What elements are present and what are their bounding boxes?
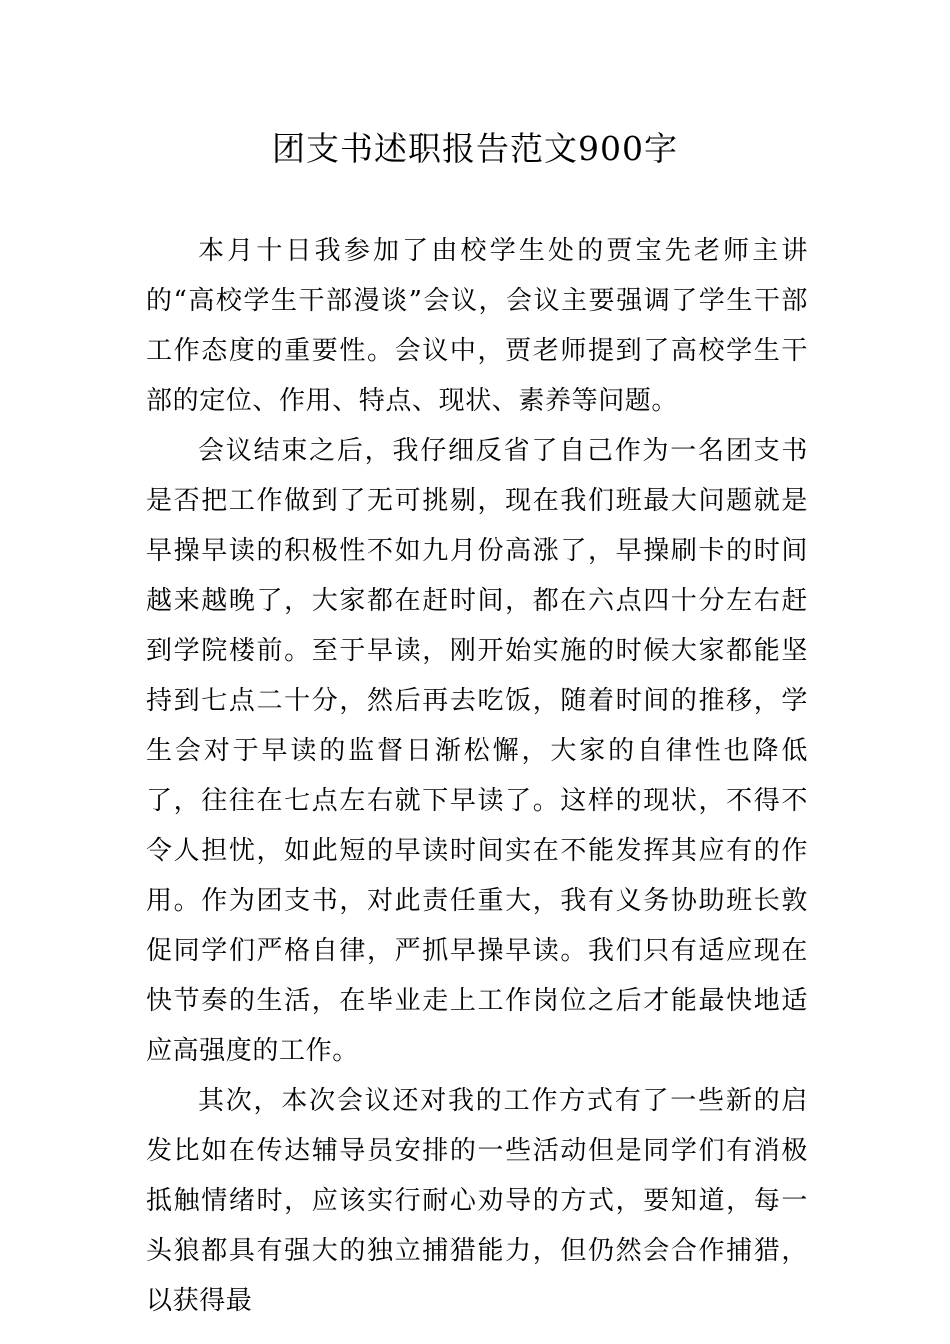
- document-title: 团支书述职报告范文900字: [272, 129, 678, 168]
- paragraph-2: 会议结束之后，我仔细反省了自己作为一名团支书是否把工作做到了无可挑剔，现在我们班最大问题就是早操早读的积极性不如九月份高涨了，早操刷卡的时间越来越晚了，大家都在赶时间，都在六点四十分左右赶到学院楼前。至于早读，刚开始实施的时候大家都能坚持到七点二十分，然后再去吃饭，随着时间的推移，学生会对于早读的监督日渐松懈，大家的自律性也降低了，往往在七点左右就下早读了。这样的现状，不得不令人担忧，如此短的早读时间实在不能发挥其应有的作用。作为团支书，对此责任重大，我有义务协助班长敦促同学们严格自律，严抓早操早读。我们只有适应现在快节奏的生活，在毕业走上工作岗位之后才能最快地适应高强度的工作。: [146, 436, 808, 1066]
- document-body: [146, 226, 808, 1326]
- paragraph-3: 其次，本次会议还对我的工作方式有了一些新的启发比如在传达辅导员安排的一些活动但是同学们有消极抵触情绪时，应该实行耐心劝导的方式，要知道，每一头狼都具有强大的独立捕猎能力，但仍然会合作捕猎，以获得最: [146, 1086, 808, 1316]
- paragraph-1: 本月十日我参加了由校学生处的贾宝先老师主讲的“高校学生干部漫谈”会议，会议主要强调了学生干部工作态度的重要性。会议中，贾老师提到了高校学生干部的定位、作用、特点、现状、素养等问题。: [146, 236, 808, 416]
